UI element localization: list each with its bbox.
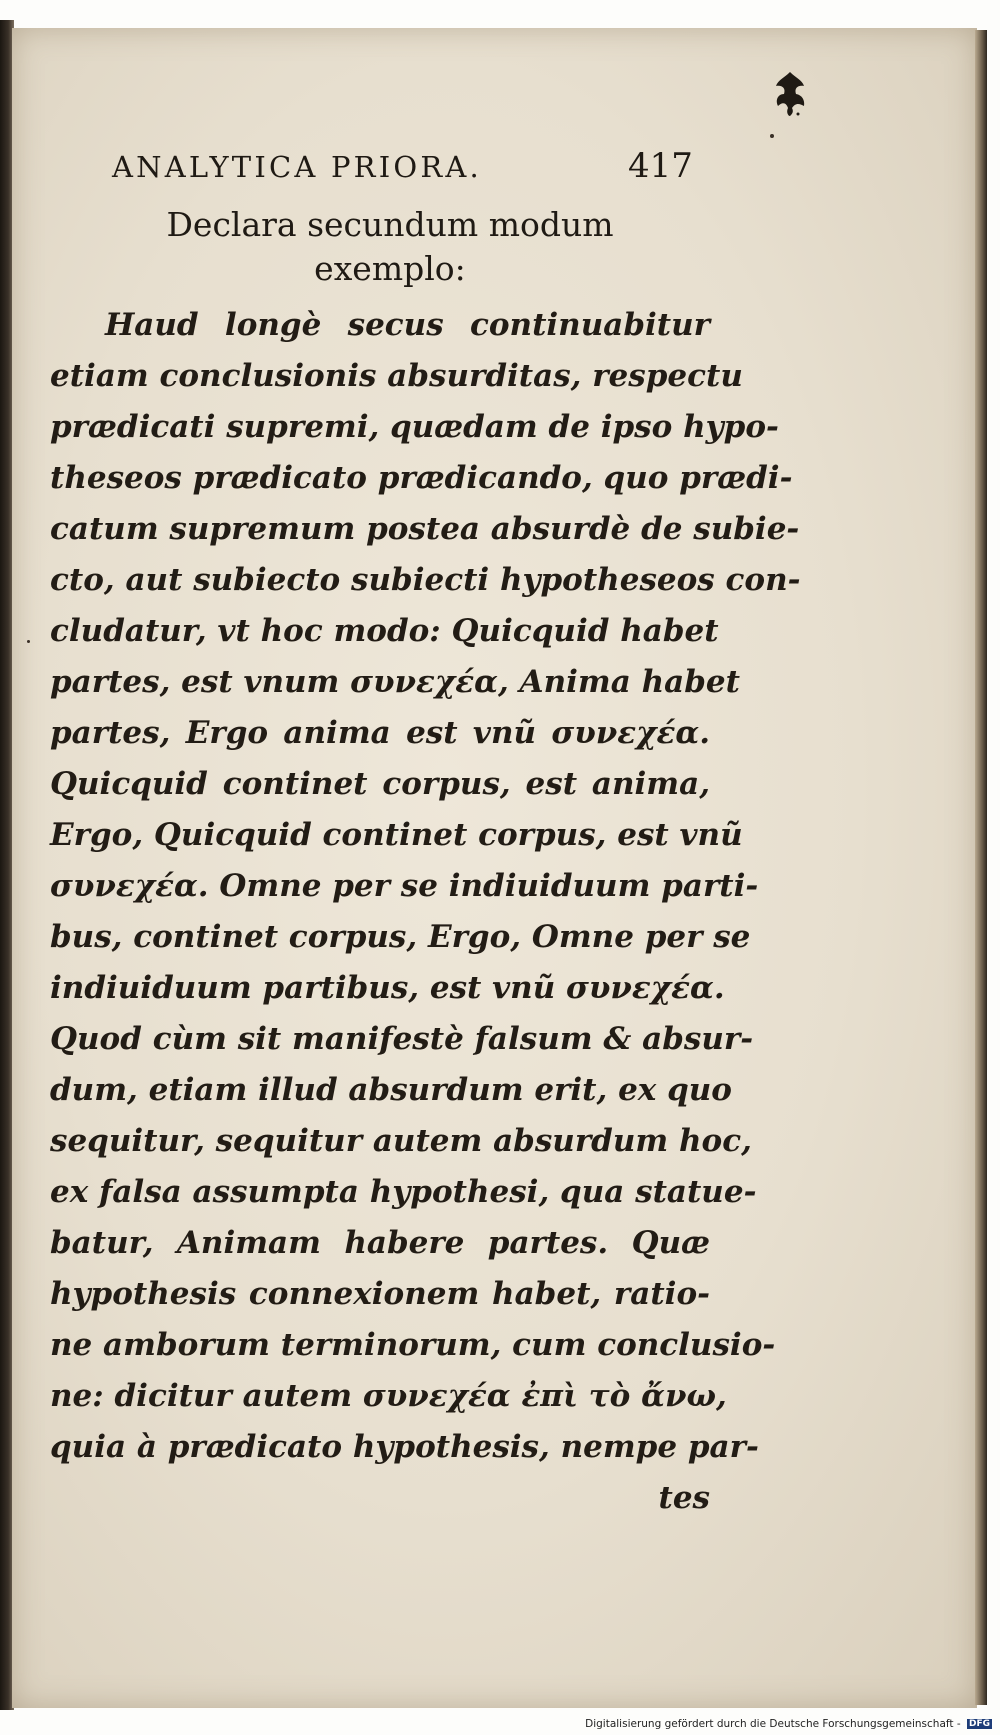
heading-line: Declara secundum modum [166,205,614,244]
text-line: prædicati supremi, quædam de ipso hypo- [50,409,779,445]
running-head: ANALYTICA PRIORA. [112,150,482,184]
page-edge [975,30,987,1705]
page-number: 417 [628,146,693,186]
text-line: partes, est vnum συνεχέα, Anima habet [50,664,740,700]
text-line: theseos prædicato prædicando, quo prædi- [50,460,793,496]
ink-speck [27,640,30,643]
text-line: Ergo, Quicquid continet corpus, est vnũ [50,817,743,853]
text-line: ex falsa assumpta hypothesi, qua statue- [50,1174,757,1210]
text-line: dum, etiam illud absurdum erit, ex quo [50,1072,732,1108]
text-line: indiuiduum partibus, est vnũ συνεχέα. [50,970,725,1006]
text-line: sequitur, sequitur autem absurdum hoc, [50,1123,752,1159]
text-line: ne amborum terminorum, cum conclusio- [50,1327,776,1363]
text-line: hypothesis connexionem habet, ratio- [50,1276,710,1312]
ink-speck [770,134,774,138]
fleuron-icon [772,70,808,118]
text-line: etiam conclusionis absurditas, respectu [50,358,743,394]
text-line: catum supremum postea absurdè de subie- [50,511,800,547]
text-line: partes, Ergo anima est vnũ συνεχέα. [50,715,710,751]
heading-line: exemplo: [314,249,466,288]
dfg-logo: DFG [968,1719,990,1729]
text-line: cto, aut subiecto subiecti hypotheseos con- [50,562,801,598]
text-line: bus, continet corpus, Ergo, Omne per se [50,919,751,955]
text-line: Quicquid continet corpus, est anima, [50,766,710,802]
text-line: ne: dicitur autem συνεχέα ἐπὶ τὸ ἄνω, [50,1378,727,1414]
body-text [50,300,801,1524]
text-line: Quod cùm sit manifestè falsum & absur- [50,1021,754,1057]
text-line: συνεχέα. Omne per se indiuiduum parti- [50,868,759,904]
catchword: tes [658,1480,710,1516]
credit-text: Digitalisierung gefördert durch die Deutsche Forschungsgemeinschaft - [585,1718,961,1730]
digitization-credit [585,1718,992,1730]
text-line: Haud longè secus continuabitur [105,307,710,343]
text-line: cludatur, vt hoc modo: Quicquid habet [50,613,719,649]
text-line: batur, Animam habere partes. Quæ [50,1225,710,1261]
text-line: quia à prædicato hypothesis, nempe par- [50,1429,759,1465]
section-heading [120,203,660,291]
